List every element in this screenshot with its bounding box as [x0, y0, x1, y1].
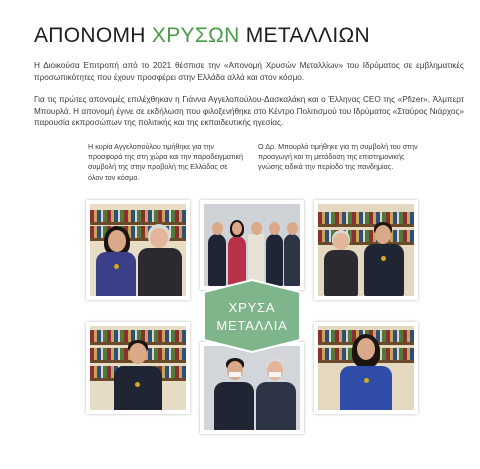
caption-right: Ο Δρ. Μπουρλά τιμήθηκε για τη συμβολή του στην προαγωγή και τη μετάδοση της επιστημονικής γνώσης ειδικά την περίοδο της πανδημίας. — [258, 142, 418, 172]
photo-bourla-with-medal — [86, 322, 190, 414]
photo-angelopoulos-with-medal — [314, 322, 418, 414]
caption-left: Η κυρία Αγγελοπούλου τιμήθηκε για την προσφορά της στη χώρα και την παραδειγματική συμβολή της στην προβολή της Ελλάδας σε όλον τον κόσμο. — [88, 142, 244, 182]
photo-two-men-masks — [200, 342, 304, 434]
intro-paragraph: Η Διοικούσα Επιτροπή από το 2021 θέσπισε την «Απονομή Χρυσών Μεταλλίων» του Ιδρύματος σε εμβληματικές προσωπικότητες που έχουν προσφέρει στην Ελλάδα αλλά και στον κόσμο. — [34, 61, 464, 82]
photo-medal-award-bourla — [314, 200, 418, 300]
gold-medals-badge — [200, 278, 304, 354]
title-accent: ΧΡΥΣΩΝ — [151, 24, 240, 47]
badge-line2: ΜΕΤΑΛΛΙΑ — [216, 318, 288, 333]
photo-group — [200, 200, 304, 290]
title-part2: ΜΕΤΑΛΛΙΩΝ — [239, 24, 370, 47]
badge-line1: ΧΡΥΣΑ — [228, 300, 276, 315]
title-part1: ΑΠΟΝΟΜΗ — [34, 24, 152, 47]
badge-shape — [200, 278, 304, 354]
page-title — [34, 24, 370, 48]
photo-medal-award-angelopoulos — [86, 200, 190, 300]
details-paragraph: Για τις πρώτες απονομές επιλέχθηκαν η Γιάννα Αγγελοπούλου-Δασκαλάκη και ο Έλληνας CEO της «Pfizer», Άλμπερτ Μπουρλά. Η απονομή έγινε σε εκδήλωση που φιλοξενήθηκε στο Κέντρο Πολιτισμού του Ιδρύματος «Σταύρος Νιάρχος» παρουσία εκπροσώπων της πολιτικής και της εκπαιδευτικής ηγεσίας. — [34, 95, 464, 128]
